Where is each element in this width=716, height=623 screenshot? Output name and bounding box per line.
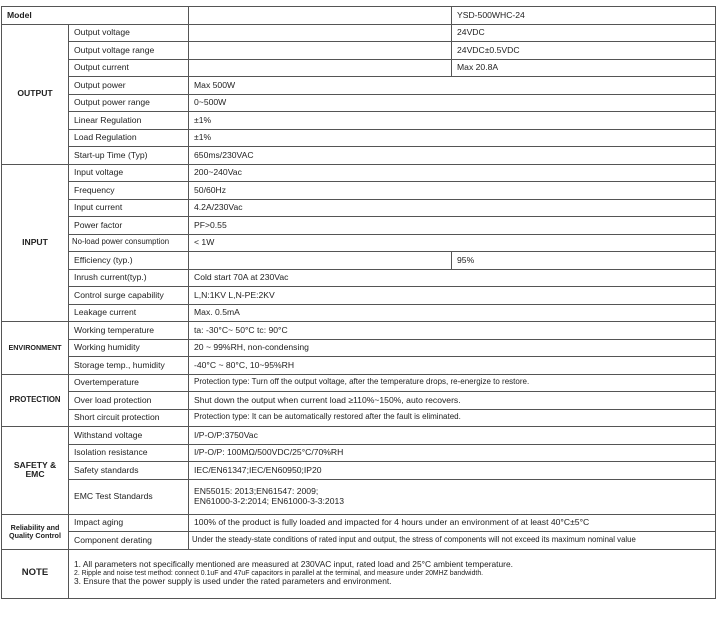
param-name: Storage temp., humidity (69, 357, 189, 375)
model-empty-cell (189, 7, 452, 25)
param-value: L,N:1KV L,N-PE:2KV (189, 287, 716, 305)
table-row (2, 409, 716, 427)
table-row (2, 304, 716, 322)
table-row (2, 77, 716, 95)
param-value: Protection type: It can be automatically restored after the fault is eliminated. (189, 409, 716, 427)
section-reliability (2, 514, 69, 549)
param-name: Impact aging (69, 514, 189, 532)
param-value: 24VDC±0.5VDC (452, 42, 716, 60)
param-name: Leakage current (69, 304, 189, 322)
table-row (2, 444, 716, 462)
table-row (2, 322, 716, 340)
param-name: Efficiency (typ.) (69, 252, 189, 270)
param-name: Start-up Time (Typ) (69, 147, 189, 165)
section-safety-emc (2, 427, 69, 515)
param-name: Isolation resistance (69, 444, 189, 462)
table-row (2, 217, 716, 235)
table-row (2, 287, 716, 305)
table-row (2, 112, 716, 130)
param-value: < 1W (189, 234, 716, 252)
param-name: Input voltage (69, 164, 189, 182)
table-row (2, 59, 716, 77)
param-name: Safety standards (69, 462, 189, 480)
note-label: NOTE (2, 549, 69, 598)
table-row (2, 339, 716, 357)
section-safety-line-1: SAFETY & (13, 459, 57, 470)
table-row (2, 374, 716, 392)
section-environment: ENVIRONMENT (2, 322, 69, 375)
param-name: EMC Test Standards (69, 479, 189, 514)
table-row (2, 514, 716, 532)
param-name: Output power range (69, 94, 189, 112)
param-empty-cell (189, 252, 452, 270)
param-value: -40°C ~ 80°C, 10~95%RH (189, 357, 716, 375)
param-name: Frequency (69, 182, 189, 200)
param-name: Input current (69, 199, 189, 217)
param-name: Short circuit protection (69, 409, 189, 427)
param-name: Output voltage (69, 24, 189, 42)
table-row (2, 357, 716, 375)
param-value: 200~240Vac (189, 164, 716, 182)
table-row (2, 462, 716, 480)
param-empty-cell (189, 42, 452, 60)
emc-standard-line-2: EN61000-3-2:2014; EN61000-3-3:2013 (194, 495, 345, 506)
param-name: Working humidity (69, 339, 189, 357)
param-value: I/P-O/P: 100MΩ/500VDC/25°C/70%RH (189, 444, 716, 462)
param-name: Component derating (69, 532, 189, 550)
table-row (2, 269, 716, 287)
param-value: Cold start 70A at 230Vac (189, 269, 716, 287)
model-row (2, 7, 716, 25)
table-row (2, 182, 716, 200)
param-value: ±1% (189, 129, 716, 147)
table-row (2, 392, 716, 410)
section-reliability-line-1: Reliability and (10, 522, 60, 532)
section-reliability-line-2: Quality Control (9, 530, 61, 540)
table-row (2, 129, 716, 147)
table-row (2, 252, 716, 270)
param-name: Over load protection (69, 392, 189, 410)
param-name: Working temperature (69, 322, 189, 340)
section-output: OUTPUT (2, 24, 69, 164)
model-value: YSD-500WHC-24 (452, 7, 716, 25)
note-line-3: 3. Ensure that the power supply is used under the rated parameters and environment. (74, 576, 392, 587)
param-name: Control surge capability (69, 287, 189, 305)
param-value: 50/60Hz (189, 182, 716, 200)
table-row (2, 94, 716, 112)
table-row (2, 532, 716, 550)
model-label: Model (2, 7, 189, 25)
table-row (2, 199, 716, 217)
param-value: 4.2A/230Vac (189, 199, 716, 217)
table-row (2, 479, 716, 514)
param-value: 100% of the product is fully loaded and impacted for 4 hours under an environment of at least 40°C±5°C (189, 514, 716, 532)
emc-standard-line-1: EN55015: 2013;EN61547: 2009; (194, 486, 319, 497)
param-value: 20 ~ 99%RH, non-condensing (189, 339, 716, 357)
table-row (2, 42, 716, 60)
param-value: ±1% (189, 112, 716, 130)
note-content (69, 549, 716, 598)
section-input: INPUT (2, 164, 69, 322)
table-row (2, 234, 716, 252)
table-row (2, 147, 716, 165)
spec-table (1, 6, 716, 599)
param-name: Load Regulation (69, 129, 189, 147)
table-row (2, 427, 716, 445)
param-value: Under the steady-state conditions of rated input and output, the stress of components will not exceed its maximum nominal value (189, 532, 716, 550)
param-name: Overtemperature (69, 374, 189, 392)
param-value: ta: -30°C~ 50°C tc: 90°C (189, 322, 716, 340)
param-value: Protection type: Turn off the output voltage, after the temperature drops, re-energize to restore. (189, 374, 716, 392)
param-value: I/P-O/P:3750Vac (189, 427, 716, 445)
param-value: 95% (452, 252, 716, 270)
param-name: Output voltage range (69, 42, 189, 60)
param-value: 0~500W (189, 94, 716, 112)
note-line-1: 1. All parameters not specifically mentioned are measured at 230VAC input, rated load and 25°C ambient temperature. (74, 559, 513, 570)
param-name: Linear Regulation (69, 112, 189, 130)
table-row (2, 164, 716, 182)
param-name: Inrush current(typ.) (69, 269, 189, 287)
param-value: Max. 0.5mA (189, 304, 716, 322)
param-name: Power factor (69, 217, 189, 235)
param-empty-cell (189, 24, 452, 42)
param-value: Max 20.8A (452, 59, 716, 77)
note-line-2: 2. Ripple and noise test method: connect 0.1uF and 47uF capacitors in parallel at the terminal, and measure under 20MHZ bandwidth. (74, 569, 484, 577)
param-name: Withstand voltage (69, 427, 189, 445)
table-row (2, 549, 716, 598)
param-value: Shut down the output when current load ≥110%~150%, auto recovers. (189, 392, 716, 410)
param-value: Max 500W (189, 77, 716, 95)
table-row (2, 24, 716, 42)
param-value: 650ms/230VAC (189, 147, 716, 165)
param-value: 24VDC (452, 24, 716, 42)
param-name: No-load power consumption (69, 234, 189, 252)
param-name: Output power (69, 77, 189, 95)
param-empty-cell (189, 59, 452, 77)
param-value: IEC/EN61347;IEC/EN60950;IP20 (189, 462, 716, 480)
section-safety-line-2: EMC (25, 469, 45, 480)
param-value-multiline (189, 479, 716, 514)
section-protection: PROTECTION (2, 374, 69, 427)
param-name: Output current (69, 59, 189, 77)
param-value: PF>0.55 (189, 217, 716, 235)
